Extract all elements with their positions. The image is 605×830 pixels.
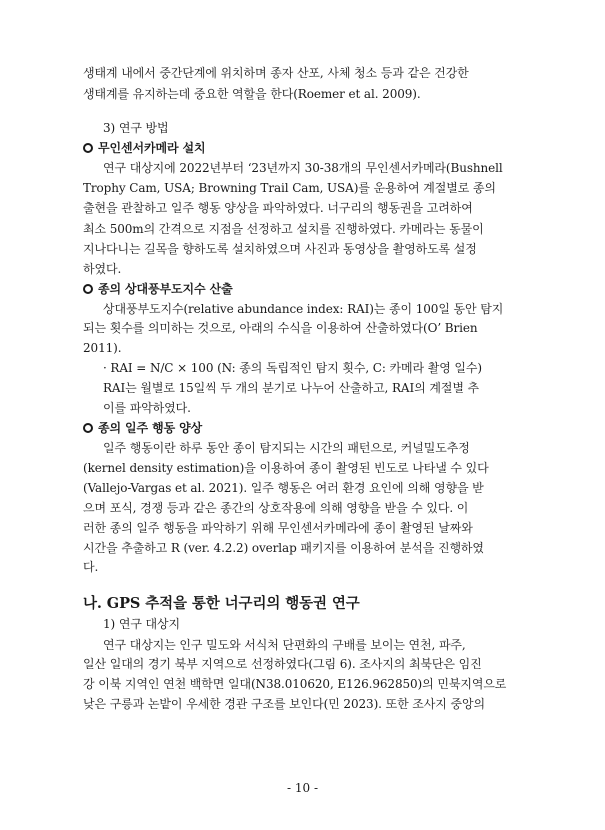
paragraph-line: 하였다.	[83, 262, 122, 276]
paragraph-line: 연구 대상지는 인구 밀도와 서식처 단편화의 구배를 보이는 연천, 파주,	[103, 638, 466, 652]
bullet-heading-text: 종의 상대풍부도지수 산출	[98, 282, 233, 296]
paragraph-line: 일주 행동이란 하루 동안 종이 탐지되는 시간의 패턴으로, 커널밀도추정	[103, 441, 470, 455]
section-heading: 나. GPS 추적을 통한 너구리의 행동권 연구	[83, 595, 360, 612]
paragraph-line: 일산 일대의 경기 북부 지역으로 선정하였다(그림 6). 조사지의 최북단은 임진	[83, 657, 482, 671]
paragraph-line: 상대풍부도지수(relative abundance index: RAI)는 종이 100일 동안 탐지	[103, 302, 504, 316]
paragraph-line: 시간을 추출하고 R (ver. 4.2.2) overlap 패키지를 이용하여 분석을 진행하였	[83, 541, 484, 555]
paragraph-line: 2011).	[83, 341, 122, 355]
subsection-heading: 3) 연구 방법	[103, 121, 169, 135]
paragraph-line: 낮은 구릉과 논밭이 우세한 경관 구조를 보인다(민 2023). 또한 조사지 중앙의	[83, 697, 485, 711]
bullet-heading-text: 종의 일주 행동 양상	[98, 421, 203, 435]
paragraph-line: Trophy Cam, USA; Browning Trail Cam, USA)를 운용하여 계절별로 종의	[83, 181, 496, 195]
subsection-heading: 1) 연구 대상지	[103, 617, 181, 631]
paragraph-line: (Vallejo-Vargas et al. 2021). 일주 행동은 여러 환경 요인에 의해 영향을 받	[83, 481, 484, 495]
paragraph-line: 이를 파악하였다.	[103, 401, 191, 415]
paragraph-line: 생태계를 유지하는데 중요한 역할을 한다(Roemer et al. 2009).	[83, 87, 421, 101]
paragraph-line: 출현을 관찰하고 일주 행동 양상을 파악하였다. 너구리의 행동권을 고려하여	[83, 201, 473, 215]
circle-bullet-icon	[83, 284, 93, 294]
formula-line: · RAI = N/C × 100 (N: 종의 독립적인 탐지 횟수, C: 카메라 촬영 일수)	[103, 361, 482, 375]
paragraph-line: 강 이북 지역인 연천 백학면 일대(N38.010620, E126.962850)의 민북지역으로	[83, 677, 507, 691]
circle-bullet-icon	[83, 143, 93, 153]
paragraph-line: 생태계 내에서 중간단계에 위치하며 종자 산포, 사체 청소 등과 같은 건강한	[83, 66, 469, 80]
paragraph-line: (kernel density estimation)을 이용하여 종이 촬영된 빈도로 나타낼 수 있다	[83, 461, 489, 475]
page-number: - 10 -	[286, 781, 318, 795]
paragraph-line: 러한 종의 일주 행동을 파악하기 위해 무인센서카메라에 종이 촬영된 날짜와	[83, 521, 473, 535]
bullet-heading-text: 무인센서카메라 설치	[98, 141, 206, 155]
paragraph-line: RAI는 월별로 15일씩 두 개의 분기로 나누어 산출하고, RAI의 계절별 추	[103, 381, 480, 395]
paragraph-line: 지나다니는 길목을 향하도록 설치하였으며 사진과 동영상을 촬영하도록 설정	[83, 242, 477, 256]
paragraph-line: 되는 횟수를 의미하는 것으로, 아래의 수식을 이용하여 산출하였다(O’ Brien	[83, 321, 478, 335]
paragraph-line: 으며 포식, 경쟁 등과 같은 종간의 상호작용에 의해 영향을 받을 수 있다. 이	[83, 501, 469, 515]
circle-bullet-icon	[83, 423, 93, 433]
bullet-heading	[83, 140, 206, 156]
bullet-heading	[83, 420, 202, 436]
paragraph-line: 연구 대상지에 2022년부터 ‘23년까지 30-38개의 무인센서카메라(Bushnell	[103, 161, 503, 175]
bullet-heading	[83, 281, 233, 297]
paragraph-line: 최소 500m의 간격으로 지점을 선정하고 설치를 진행하였다. 카메라는 동물이	[83, 222, 484, 236]
paragraph-line: 다.	[83, 560, 99, 574]
